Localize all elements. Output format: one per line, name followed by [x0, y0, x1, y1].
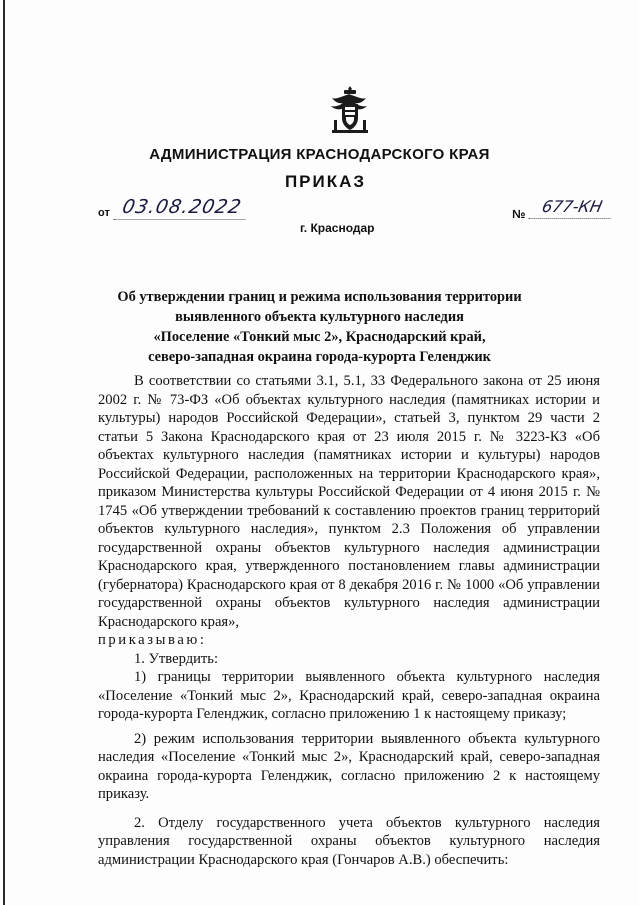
- item-1-1: 1) границы территории выявленного объекта культурного наследия «Поселение «Тонкий мыс 2», Краснодарский край, северо-западная окраина города-курорта Геленджик, согласно приложению 1 к настоящему приказу;: [98, 669, 600, 722]
- document-title: [60, 287, 579, 367]
- organization-name: АДМИНИСТРАЦИЯ КРАСНОДАРСКОГО КРАЯ: [149, 146, 490, 163]
- item-2: 2. Отделу государственного учета объектов культурного наследия управления государственной охраны объектов культурного наследия администрации Краснодарского края (Гончаров А.В.) обеспечить:: [98, 814, 600, 868]
- item-1: 1. Утвердить:: [134, 650, 219, 667]
- document-body: [98, 372, 600, 869]
- city-line: г. Краснодар: [300, 221, 375, 235]
- handwritten-date: 03.08.2022: [113, 195, 250, 220]
- title-line: «Поселение «Тонкий мыс 2», Краснодарский край,: [153, 329, 486, 345]
- preamble-paragraph: В соответствии со статьями 3.1, 5.1, 33 Федерального закона от 25 июня 2002 г. № 73-ФЗ «Об объектах культурного наследия (памятниках истории и культуры) народов Российской Федерации», статьей 3, пунктом 29 части 2 статьи 5 Закона Краснодарского края от 23 июля 2015 г. № 3223-КЗ «Об объектах культурного наследия (памятниках истории и культуры) народов Российской Федерации, расположенных на территории Краснодарского края», приказом Министерства культуры Российской Федерации от 4 июня 2015 г. № 1745 «Об утверждении требований к составлению проектов границ территорий объектов культурного наследия», пунктом 2.3 Положения об управлении государственной охраны объектов культурного наследия администрации Краснодарского края, утвержденного постановлением главы администрации (губернатора) Краснодарского края от 8 декабря 2016 г. № 1000 «Об управлении государственной охраны объектов культурного наследия администрации Краснодарского края»,: [98, 373, 600, 630]
- title-line: выявленного объекта культурного наследия: [175, 309, 464, 325]
- order-word: приказываю:: [98, 632, 207, 648]
- document-type: ПРИКАЗ: [284, 172, 367, 191]
- date-prefix: от: [98, 207, 110, 219]
- handwritten-number: 677-КН: [529, 196, 616, 219]
- scan-edge-line: [3, 0, 5, 905]
- item-1-2: 2) режим использования территории выявленного объекта культурного наследия «Поселение «Тонкий мыс 2», Краснодарский край, северо-западная окраина города-курорта Геленджик, согласно приложению 2 к настоящему приказу.: [98, 730, 600, 802]
- krasnodar-coat-of-arms-icon: [328, 84, 372, 134]
- number-prefix: №: [512, 207, 526, 221]
- title-line: Об утверждении границ и режима использования территории: [117, 289, 522, 305]
- title-line: северо-западная окраина города-курорта Геленджик: [148, 349, 491, 365]
